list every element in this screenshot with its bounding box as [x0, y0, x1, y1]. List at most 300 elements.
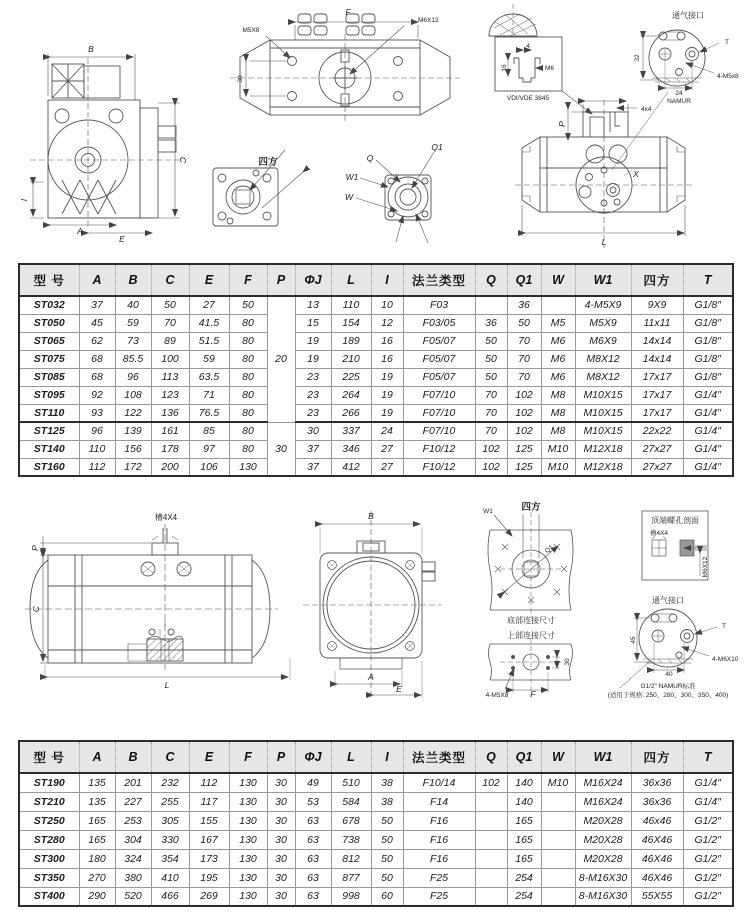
dim-i-label: I — [19, 198, 29, 202]
value-cell: 584 — [331, 792, 371, 811]
m5x8-label: M5X8 — [242, 27, 260, 34]
bottom-flange-view — [385, 175, 431, 220]
model-cell: ST280 — [19, 830, 79, 849]
value-cell: 17x17 — [631, 368, 683, 386]
table-row — [19, 368, 733, 386]
value-cell: 13 — [295, 296, 331, 314]
dim-e-label: E — [119, 234, 125, 244]
value-cell: 51.5 — [189, 332, 229, 350]
top-drawings-area — [0, 0, 750, 262]
bolt-label-topconn: 4-M5X8 — [485, 692, 509, 699]
value-cell: 55X55 — [631, 887, 683, 906]
applicable-sizes-caption: (适用于规格: 250、280、300、350、400) — [607, 692, 729, 699]
value-cell: 189 — [331, 332, 371, 350]
value-cell: F05/07 — [403, 350, 475, 368]
value-cell: 178 — [151, 440, 189, 458]
value-cell: M6X9 — [575, 332, 631, 350]
w1-label-mid: W1 — [483, 508, 493, 515]
column-header: 法兰类型 — [403, 741, 475, 773]
value-cell: 266 — [331, 404, 371, 422]
value-cell: 135 — [79, 792, 115, 811]
value-cell: M8 — [541, 404, 575, 422]
value-cell: 63 — [295, 830, 331, 849]
value-cell — [541, 849, 575, 868]
value-cell: 50 — [475, 350, 507, 368]
diag-label-mid: Q1 — [543, 543, 555, 555]
value-cell: 63 — [295, 868, 331, 887]
p-label-mid: P — [30, 545, 40, 551]
value-cell: 112 — [79, 458, 115, 476]
value-cell: 130 — [229, 868, 267, 887]
model-cell: ST400 — [19, 887, 79, 906]
value-cell: 80 — [229, 440, 267, 458]
value-cell: 37 — [79, 296, 115, 314]
value-cell — [541, 811, 575, 830]
column-header: Q — [475, 264, 507, 296]
value-cell: 80 — [229, 314, 267, 332]
value-cell: 30 — [267, 792, 295, 811]
value-cell: M10X15 — [575, 404, 631, 422]
value-cell: G1/2″ — [683, 849, 733, 868]
value-cell: 130 — [229, 811, 267, 830]
value-cell: 102 — [507, 404, 541, 422]
value-cell: 36 — [475, 314, 507, 332]
value-cell: G1/4″ — [683, 422, 733, 440]
value-cell: 165 — [507, 811, 541, 830]
value-cell: 36 — [507, 296, 541, 314]
value-cell: F05/07 — [403, 368, 475, 386]
top-view-dimensions — [246, 22, 418, 96]
value-cell: 50 — [371, 849, 403, 868]
value-cell: 70 — [475, 404, 507, 422]
table-row — [19, 332, 733, 350]
e-label-end: E — [396, 684, 402, 694]
value-cell: 89 — [151, 332, 189, 350]
value-cell: 254 — [507, 868, 541, 887]
value-cell: F16 — [403, 830, 475, 849]
value-cell: 30 — [267, 773, 295, 792]
value-cell: 412 — [331, 458, 371, 476]
value-cell: 62 — [79, 332, 115, 350]
value-cell: 36x36 — [631, 773, 683, 792]
value-cell: 37 — [295, 458, 331, 476]
value-cell — [475, 830, 507, 849]
table-row — [19, 386, 733, 404]
value-cell: M20X28 — [575, 830, 631, 849]
value-cell: 227 — [115, 792, 151, 811]
value-cell: 46x46 — [631, 811, 683, 830]
value-cell: M8X12 — [575, 350, 631, 368]
value-cell: M12X18 — [575, 458, 631, 476]
value-cell: M8 — [541, 386, 575, 404]
value-cell: 36x36 — [631, 792, 683, 811]
actuator-top-view — [230, 14, 460, 122]
p-merged-cell: 20 — [267, 296, 295, 422]
value-cell: 50 — [229, 296, 267, 314]
column-header: F — [229, 264, 267, 296]
column-header: L — [331, 741, 371, 773]
column-header: A — [79, 264, 115, 296]
value-cell: 130 — [229, 458, 267, 476]
value-cell: 19 — [371, 404, 403, 422]
value-cell: 38 — [371, 773, 403, 792]
value-cell: 165 — [507, 830, 541, 849]
value-cell: 270 — [79, 868, 115, 887]
model-cell: ST190 — [19, 773, 79, 792]
value-cell: 8-M16X30 — [575, 868, 631, 887]
value-cell: F10/12 — [403, 440, 475, 458]
table-row — [19, 350, 733, 368]
column-header: B — [115, 264, 151, 296]
value-cell: M8 — [541, 422, 575, 440]
dim32-label: 32 — [634, 54, 641, 62]
dim-c-label: C — [178, 156, 188, 164]
value-cell: 136 — [151, 404, 189, 422]
value-cell: F07/10 — [403, 404, 475, 422]
value-cell: 330 — [151, 830, 189, 849]
value-cell: 85.5 — [115, 350, 151, 368]
value-cell: G1/2″ — [683, 868, 733, 887]
column-header: L — [331, 264, 371, 296]
value-cell: 253 — [115, 811, 151, 830]
value-cell: F03 — [403, 296, 475, 314]
value-cell: 49 — [295, 773, 331, 792]
value-cell: 9X9 — [631, 296, 683, 314]
value-cell: F10/12 — [403, 458, 475, 476]
value-cell: 19 — [295, 350, 331, 368]
spec-table-large-models — [18, 740, 734, 907]
value-cell: 30 — [267, 868, 295, 887]
value-cell: 125 — [507, 458, 541, 476]
value-cell: 30 — [267, 811, 295, 830]
value-cell: M20X28 — [575, 811, 631, 830]
value-cell: 4-M5X9 — [575, 296, 631, 314]
value-cell: 27x27 — [631, 440, 683, 458]
value-cell: 63 — [295, 811, 331, 830]
model-cell: ST250 — [19, 811, 79, 830]
m6x12-label: M6X12 — [418, 17, 439, 24]
value-cell: 70 — [507, 350, 541, 368]
value-cell: 40 — [115, 296, 151, 314]
value-cell: 380 — [115, 868, 151, 887]
bottom-conn-caption: 底部连接尺寸 — [507, 616, 555, 625]
value-cell: 130 — [229, 830, 267, 849]
column-header: W1 — [575, 741, 631, 773]
value-cell: 17x17 — [631, 386, 683, 404]
vent-port-view-mid — [639, 609, 697, 667]
slot-label-mid: 槽4X4 — [154, 513, 178, 522]
small-models-table-wrap — [18, 263, 732, 477]
value-cell: 24 — [371, 422, 403, 440]
column-header: W — [541, 741, 575, 773]
value-cell: 46X46 — [631, 849, 683, 868]
value-cell: G1/8″ — [683, 368, 733, 386]
value-cell: 135 — [79, 773, 115, 792]
value-cell: 10 — [371, 296, 403, 314]
spec-table-small-models — [18, 263, 734, 477]
value-cell — [541, 887, 575, 906]
table-row — [19, 440, 733, 458]
column-header: 四方 — [631, 264, 683, 296]
value-cell: 76.5 — [189, 404, 229, 422]
header-row — [19, 264, 733, 296]
value-cell: 130 — [229, 849, 267, 868]
w1-label: W1 — [345, 172, 359, 182]
top-conn-caption: 上部连接尺寸 — [507, 631, 555, 640]
dim-b-label: B — [88, 44, 94, 54]
x-label: X — [633, 169, 639, 179]
value-cell: 80 — [229, 368, 267, 386]
column-header: B — [115, 741, 151, 773]
value-cell: G1/4″ — [683, 458, 733, 476]
value-cell: 877 — [331, 868, 371, 887]
table-row — [19, 792, 733, 811]
top-conn-dimensions — [505, 657, 560, 693]
table-row — [19, 868, 733, 887]
model-cell: ST140 — [19, 440, 79, 458]
dim30-label-mid: 30 — [564, 658, 571, 666]
dim24-label: 24 — [675, 90, 683, 97]
value-cell: 102 — [475, 773, 507, 792]
value-cell: 63.5 — [189, 368, 229, 386]
value-cell: 346 — [331, 440, 371, 458]
value-cell: 678 — [331, 811, 371, 830]
value-cell: 195 — [189, 868, 229, 887]
b-label-end: B — [368, 511, 374, 521]
actuator-front-view — [515, 100, 695, 248]
column-header: 法兰类型 — [403, 264, 475, 296]
value-cell: 269 — [189, 887, 229, 906]
value-cell: 140 — [507, 792, 541, 811]
model-cell: ST125 — [19, 422, 79, 440]
value-cell: M10 — [541, 440, 575, 458]
t-label-mid: T — [722, 623, 726, 630]
value-cell: 19 — [371, 368, 403, 386]
namur-caption: NAMUR — [667, 98, 691, 105]
value-cell: M6 — [541, 368, 575, 386]
value-cell: F25 — [403, 887, 475, 906]
value-cell: 337 — [331, 422, 371, 440]
f-label-topconn: F — [530, 689, 536, 699]
vdi-m6-label: M6 — [545, 65, 555, 72]
value-cell: G1/8″ — [683, 296, 733, 314]
value-cell: 130 — [229, 887, 267, 906]
value-cell: M16X24 — [575, 792, 631, 811]
value-cell: 122 — [115, 404, 151, 422]
column-header: W1 — [575, 264, 631, 296]
value-cell: 50 — [371, 868, 403, 887]
value-cell: 46X46 — [631, 830, 683, 849]
value-cell: 27x27 — [631, 458, 683, 476]
table-row — [19, 887, 733, 906]
value-cell: 102 — [507, 386, 541, 404]
value-cell: 23 — [295, 368, 331, 386]
value-cell: 16 — [371, 350, 403, 368]
value-cell: 27 — [371, 458, 403, 476]
front-view-dimensions — [522, 101, 685, 236]
vent-port-view-top — [649, 30, 705, 86]
value-cell — [475, 887, 507, 906]
value-cell: 50 — [371, 830, 403, 849]
value-cell: 17x17 — [631, 404, 683, 422]
value-cell: M6 — [541, 332, 575, 350]
value-cell: 130 — [229, 773, 267, 792]
value-cell: F05/07 — [403, 332, 475, 350]
l-label-front: L — [601, 237, 607, 247]
value-cell: 125 — [507, 440, 541, 458]
value-cell: 50 — [475, 332, 507, 350]
value-cell: 110 — [331, 296, 371, 314]
value-cell: 113 — [151, 368, 189, 386]
value-cell: M10 — [541, 773, 575, 792]
value-cell: 68 — [79, 368, 115, 386]
slot-label-box: 槽4X4 — [649, 530, 669, 537]
q1-label: Q1 — [431, 142, 443, 152]
vdi-dimensions — [508, 50, 542, 76]
model-cell: ST300 — [19, 849, 79, 868]
value-cell: 97 — [189, 440, 229, 458]
value-cell — [541, 792, 575, 811]
value-cell: 27 — [371, 440, 403, 458]
value-cell — [475, 849, 507, 868]
vent-title-mid: 通气接口 — [652, 596, 684, 605]
value-cell: 30 — [267, 887, 295, 906]
value-cell: G1/8″ — [683, 350, 733, 368]
value-cell: 210 — [331, 350, 371, 368]
value-cell: 50 — [507, 314, 541, 332]
value-cell: G1/2″ — [683, 887, 733, 906]
value-cell: 59 — [189, 350, 229, 368]
model-cell: ST210 — [19, 792, 79, 811]
a-label-end: A — [368, 672, 374, 682]
value-cell: M8X12 — [575, 368, 631, 386]
value-cell: 80 — [229, 404, 267, 422]
value-cell: 161 — [151, 422, 189, 440]
value-cell: 264 — [331, 386, 371, 404]
column-header: P — [267, 264, 295, 296]
value-cell: G1/8″ — [683, 332, 733, 350]
value-cell: 68 — [79, 350, 115, 368]
value-cell: 50 — [151, 296, 189, 314]
q-label: Q — [366, 153, 374, 163]
column-header: ΦJ — [295, 264, 331, 296]
actuator-side-view — [30, 58, 180, 226]
table-row — [19, 830, 733, 849]
value-cell: 225 — [331, 368, 371, 386]
value-cell: 41.5 — [189, 314, 229, 332]
value-cell: F03/05 — [403, 314, 475, 332]
value-cell: 156 — [115, 440, 151, 458]
model-cell: ST065 — [19, 332, 79, 350]
value-cell: 93 — [79, 404, 115, 422]
value-cell: 22x22 — [631, 422, 683, 440]
value-cell: 130 — [229, 792, 267, 811]
value-cell: M10X15 — [575, 422, 631, 440]
value-cell: 106 — [189, 458, 229, 476]
model-cell: ST050 — [19, 314, 79, 332]
value-cell: G1/4″ — [683, 773, 733, 792]
table-row — [19, 458, 733, 476]
p-label-front: P — [557, 121, 567, 127]
value-cell: G1/4″ — [683, 404, 733, 422]
value-cell: 520 — [115, 887, 151, 906]
value-cell — [475, 811, 507, 830]
column-header: E — [189, 741, 229, 773]
value-cell: 30 — [295, 422, 331, 440]
value-cell: 71 — [189, 386, 229, 404]
dim-30-label: 30 — [237, 75, 244, 83]
section-box-title: 顶端螺孔剖面 — [651, 516, 699, 525]
value-cell: 110 — [79, 440, 115, 458]
value-cell: 8-M16X30 — [575, 887, 631, 906]
dim-f-label: F — [345, 7, 351, 17]
value-cell: 102 — [475, 458, 507, 476]
value-cell: G1/2″ — [683, 811, 733, 830]
value-cell: 15 — [295, 314, 331, 332]
g12-namur-caption: G1/2″ NAMUR标准 — [640, 683, 696, 690]
middle-drawings-area — [0, 498, 750, 740]
value-cell: 154 — [331, 314, 371, 332]
value-cell: 200 — [151, 458, 189, 476]
value-cell: 255 — [151, 792, 189, 811]
dim45-label: 45 — [630, 636, 637, 644]
value-cell: 155 — [189, 811, 229, 830]
value-cell: M20X28 — [575, 849, 631, 868]
value-cell: 354 — [151, 849, 189, 868]
value-cell: 165 — [507, 849, 541, 868]
value-cell: 50 — [371, 811, 403, 830]
value-cell: 70 — [507, 368, 541, 386]
column-header: C — [151, 264, 189, 296]
value-cell: 70 — [507, 332, 541, 350]
model-cell: ST085 — [19, 368, 79, 386]
value-cell: M5X9 — [575, 314, 631, 332]
value-cell: 812 — [331, 849, 371, 868]
value-cell: 14x14 — [631, 350, 683, 368]
value-cell: M16X24 — [575, 773, 631, 792]
vent-top-dimensions — [612, 36, 719, 170]
value-cell: 30 — [267, 849, 295, 868]
vdi-dim4-label: 4 — [526, 43, 530, 50]
value-cell: F07/10 — [403, 386, 475, 404]
value-cell: 70 — [151, 314, 189, 332]
column-header: Q1 — [507, 741, 541, 773]
model-cell: ST110 — [19, 404, 79, 422]
vdi-dim16-label: 16 — [501, 64, 508, 72]
value-cell — [475, 792, 507, 811]
value-cell: 46X46 — [631, 868, 683, 887]
top-drawings-svg — [0, 0, 750, 262]
value-cell: 96 — [79, 422, 115, 440]
value-cell: 173 — [189, 849, 229, 868]
value-cell — [541, 830, 575, 849]
value-cell: 998 — [331, 887, 371, 906]
value-cell: F16 — [403, 811, 475, 830]
value-cell: 30 — [267, 830, 295, 849]
column-header: ΦJ — [295, 741, 331, 773]
table-row — [19, 296, 733, 314]
value-cell: 112 — [189, 773, 229, 792]
value-cell: 100 — [151, 350, 189, 368]
big-side-view — [25, 524, 278, 670]
value-cell: 324 — [115, 849, 151, 868]
value-cell — [541, 296, 575, 314]
value-cell: G1/4″ — [683, 386, 733, 404]
value-cell: 19 — [295, 332, 331, 350]
c-label-mid: C — [31, 605, 41, 613]
value-cell: 165 — [79, 830, 115, 849]
value-cell: 201 — [115, 773, 151, 792]
